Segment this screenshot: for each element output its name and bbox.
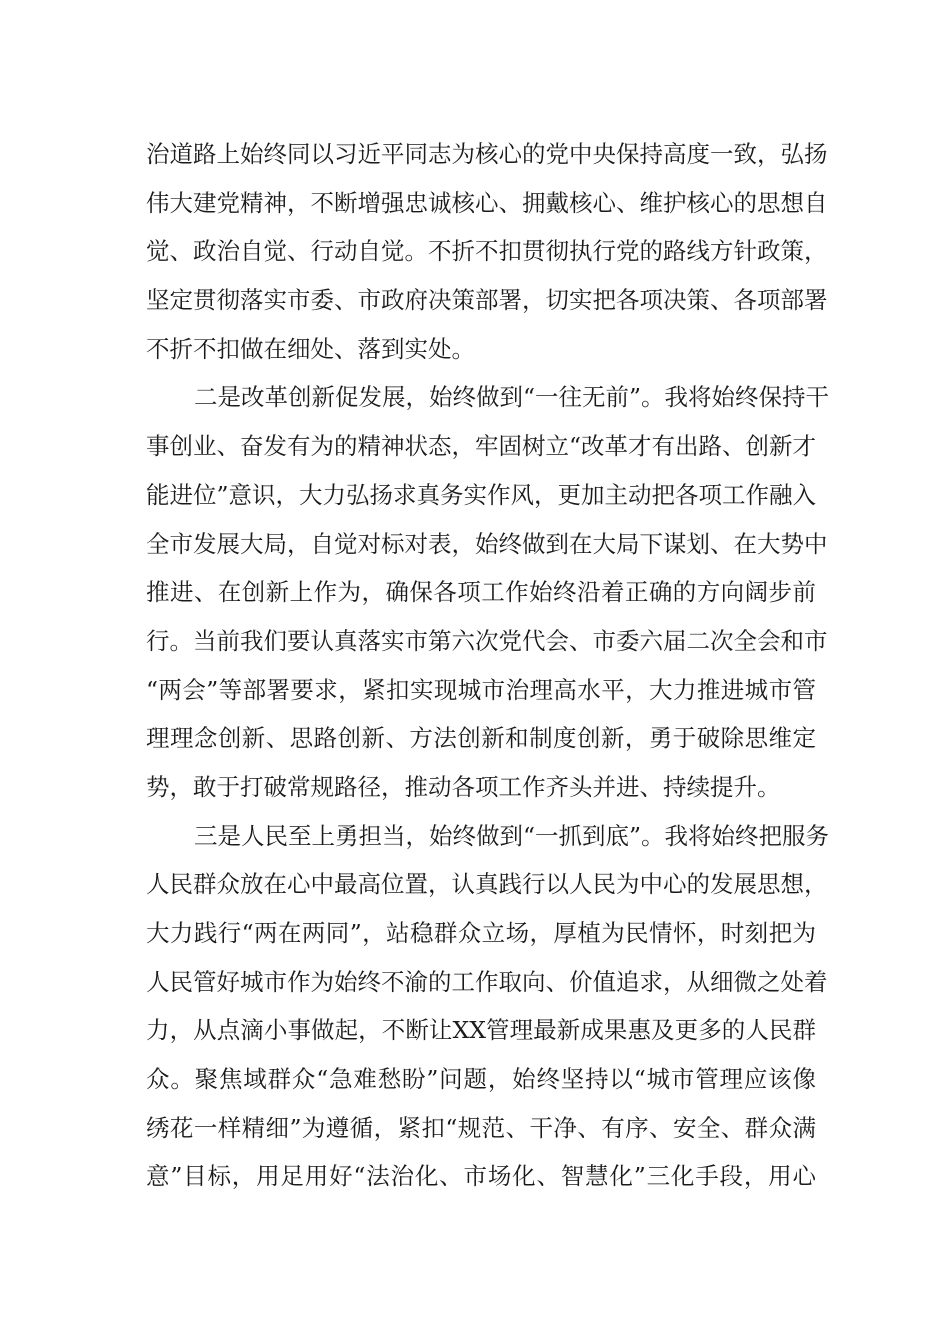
text-line: 势，敢于打破常规路径，推动各项工作齐头并进、持续提升。: [146, 772, 781, 801]
text-line: 治道路上始终同以习近平同志为核心的党中央保持高度一致，弘扬: [146, 140, 828, 168]
document-body: [146, 130, 830, 1201]
text-line: 事创业、奋发有为的精神状态，牢固树立“改革才有出路、创新才: [146, 432, 817, 461]
text-line: 意”目标，用足用好“法治化、市场化、智慧化”三化手段，用心: [146, 1162, 816, 1191]
text-line: 能进位”意识，大力弘扬求真务实作风，更加主动把各项工作融入: [146, 480, 817, 509]
text-line: 理理念创新、思路创新、方法创新和制度创新，勇于破除思维定: [146, 724, 816, 753]
text-line: 伟大建党精神，不断增强忠诚核心、拥戴核心、维护核心的思想自: [146, 188, 828, 217]
text-line: 觉、政治自觉、行动自觉。不折不扣贯彻执行党的路线方针政策，: [146, 237, 828, 266]
paragraph-three-start: 三是人民至上勇担当，始终做到“一抓到底”。我将始终把服务: [194, 821, 830, 850]
text-line: 人民管好城市作为始终不渝的工作取向、价值追求，从细微之处着: [146, 967, 828, 996]
text-line: “两会”等部署要求，紧扣实现城市治理高水平，大力推进城市管: [146, 675, 816, 704]
text-line: 行。当前我们要认真落实市第六次党代会、市委六届二次全会和市: [146, 626, 828, 655]
text-line: 绣花一样精细”为遵循，紧扣“规范、干净、有序、安全、群众满: [146, 1113, 816, 1142]
text-line: 力，从点滴小事做起，不断让XX管理最新成果惠及更多的人民群: [146, 1016, 816, 1045]
text-line: 不折不扣做在细处、落到实处。: [146, 334, 475, 363]
text-line: 大力践行“两在两同”，站稳群众立场，厚植为民情怀，时刻把为: [146, 919, 816, 947]
text-line: 众。聚焦域群众“急难愁盼”问题，始终坚持以“城市管理应该像: [146, 1065, 816, 1094]
text-line: 坚定贯彻落实市委、市政府决策部署，切实把各项决策、各项部署: [146, 286, 828, 315]
paragraph-two-start: 二是改革创新促发展，始终做到“一往无前”。我将始终保持干: [194, 383, 830, 412]
text-line: 推进、在创新上作为，确保各项工作始终沿着正确的方向阔步前: [146, 578, 816, 607]
text-line: 全市发展大局，自觉对标对表，始终做到在大局下谋划、在大势中: [146, 529, 828, 558]
text-line: 人民群众放在心中最高位置，认真践行以人民为中心的发展思想，: [146, 870, 828, 899]
